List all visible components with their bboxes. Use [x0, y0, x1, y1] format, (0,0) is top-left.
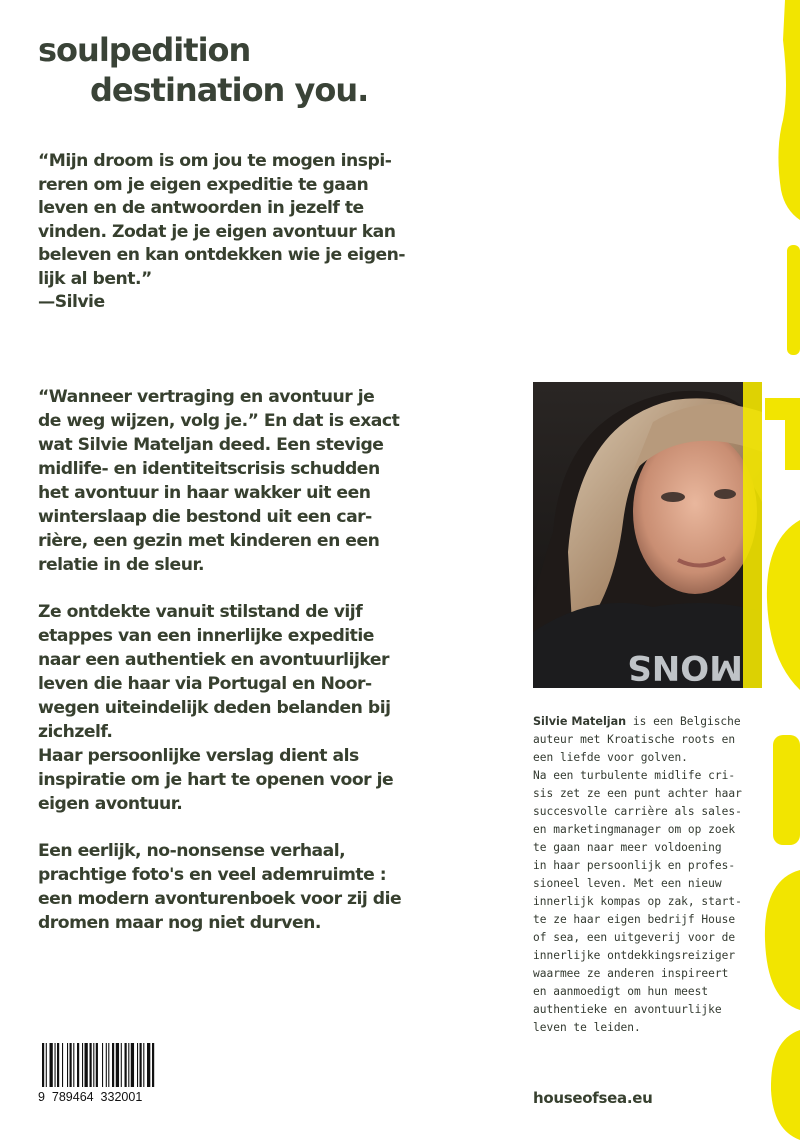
blurb-line: Ze ontdekte vanuit stilstand de vijf [38, 602, 363, 622]
barcode-bar [70, 1043, 72, 1087]
blurb-line: Haar persoonlijke verslag dient als [38, 746, 359, 766]
quote-line: beleven en kan ontdekken wie je eigen- [38, 245, 406, 265]
yellow-accent-stripe [745, 0, 800, 1146]
blurb-line: een modern avonturenboek voor zij die [38, 889, 402, 909]
barcode-bar [102, 1043, 103, 1087]
bio-line: auteur met Kroatische roots en [533, 733, 736, 746]
barcode-bar [116, 1043, 119, 1087]
barcode-bar [82, 1043, 83, 1087]
shirt-print: MONS [627, 647, 743, 687]
title-line-2: destination you. [90, 71, 369, 109]
barcode-bar [106, 1043, 107, 1087]
yellow-shape [771, 1030, 800, 1140]
blurb-line: midlife- en identiteitscrisis schudden [38, 459, 380, 479]
quote-line: lijk al bent.” [38, 268, 152, 289]
blurb-line: wat Silvie Mateljan deed. Een stevige [38, 435, 384, 455]
bio-line: leven te leiden. [533, 1021, 641, 1034]
yellow-shape [773, 735, 800, 845]
blurb-line: rière, een gezin met kinderen en een [38, 531, 380, 551]
yellow-shape [787, 245, 800, 355]
barcode-bar [67, 1043, 68, 1087]
barcode-bar [147, 1043, 150, 1087]
barcode-bar [57, 1043, 59, 1087]
barcode-bar [62, 1043, 63, 1087]
author-photo [533, 382, 762, 688]
bio-line: innerlijke ontdekkingsreiziger [533, 949, 736, 962]
bio-line: of sea, een uitgeverij voor de [533, 931, 736, 944]
barcode-bar [125, 1043, 127, 1087]
blurb-line: relatie in de sleur. [38, 555, 204, 575]
bio-line: innerlijk kompas op zak, start- [533, 895, 742, 908]
barcode-bar [55, 1043, 56, 1087]
barcode-bar [152, 1043, 154, 1087]
publisher-website[interactable]: houseofsea.eu [533, 1089, 653, 1107]
blurb-line: naar een authentiek en avontuurlijker [38, 650, 389, 670]
yellow-shape [767, 520, 800, 690]
quote-attribution: —Silvie [38, 292, 105, 312]
yellow-shape [765, 398, 800, 470]
blurb-line: het avontuur in haar wakker uit een [38, 483, 371, 503]
barcode-bar [128, 1043, 129, 1087]
bio-line: Na een turbulente midlife cri- [533, 769, 736, 782]
quote-line: reren om je eigen expeditie te gaan [38, 174, 369, 195]
barcode-bar [96, 1043, 98, 1087]
book-title [38, 30, 368, 110]
bio-line: in haar persoonlijk en profes- [533, 859, 736, 872]
blurb-line: Een eerlijk, no-nonsense verhaal, [38, 841, 346, 861]
quote-line: leven en de antwoorden in jezelf te [38, 198, 364, 218]
bio-line: succesvolle carrière als sales- [533, 805, 742, 818]
barcode-bar [77, 1043, 79, 1087]
blurb-line: dromen maar nog niet durven. [38, 913, 321, 933]
blurb-line: zichzelf. [38, 722, 113, 742]
barcode-bar [108, 1043, 109, 1087]
bio-line: en marketingmanager om op zoek [533, 823, 736, 836]
bio-line: authentieke en avontuurlijke [533, 1003, 722, 1016]
bio-line: sis zet ze een punt achter haar [533, 787, 742, 800]
bio-line: te gaan naar meer voldoening [533, 841, 722, 854]
yellow-shape-top [778, 0, 800, 220]
bio-first-line-rest: is een Belgische [626, 715, 741, 728]
barcode-bar [46, 1043, 47, 1087]
barcode-bar [143, 1043, 144, 1087]
author-quote [38, 150, 406, 315]
barcode-bar [121, 1043, 122, 1087]
barcode-bar [140, 1043, 142, 1087]
quote-line: vinden. Zodat je je eigen avontuur kan [38, 221, 396, 242]
blurb-line: de weg wijzen, volg je.” En dat is exact [38, 411, 400, 431]
blurb-line: “Wanneer vertraging en avontuur je [38, 387, 375, 407]
author-name: Silvie Mateljan [533, 715, 627, 728]
blurb [38, 385, 408, 935]
quote-line: “Mijn droom is om jou te mogen inspi- [38, 151, 392, 171]
bio-line: en aanmoedigt om hun meest [533, 985, 709, 998]
blurb-line: eigen avontuur. [38, 794, 183, 814]
barcode-bar [137, 1043, 138, 1087]
blurb-line: winterslaap die bestond uit een car- [38, 507, 372, 527]
paragraph-gap [38, 816, 408, 839]
title-line-1: soulpedition [38, 31, 251, 69]
barcode-bar [50, 1043, 53, 1087]
author-portrait-image [533, 382, 762, 688]
bio-line: een liefde voor golven. [533, 751, 688, 764]
isbn-number: 9 789464 332001 [38, 1090, 143, 1104]
barcode-bar [112, 1043, 114, 1087]
barcode-bar [93, 1043, 94, 1087]
barcode-bar [131, 1043, 134, 1087]
bio-line: waarmee ze anderen inspireert [533, 967, 729, 980]
blurb-line: inspiratie om je hart te openen voor je [38, 770, 394, 790]
blurb-line: etappes van een innerlijke expeditie [38, 626, 374, 646]
blurb-line: prachtige foto's en veel ademruimte : [38, 865, 387, 885]
bio-line: te ze haar eigen bedrijf House [533, 913, 736, 926]
barcode-bar [73, 1043, 74, 1087]
blurb-line: leven die haar via Portugal en Noor- [38, 674, 372, 694]
barcode-bar [85, 1043, 88, 1087]
blurb-line: wegen uiteindelijk deden belanden bij [38, 698, 391, 718]
barcode-bar [42, 1043, 44, 1087]
bio-line: sioneel leven. Met een nieuw [533, 877, 722, 890]
paragraph-gap [38, 577, 408, 600]
barcode-bar [90, 1043, 92, 1087]
yellow-shape [765, 870, 800, 1010]
